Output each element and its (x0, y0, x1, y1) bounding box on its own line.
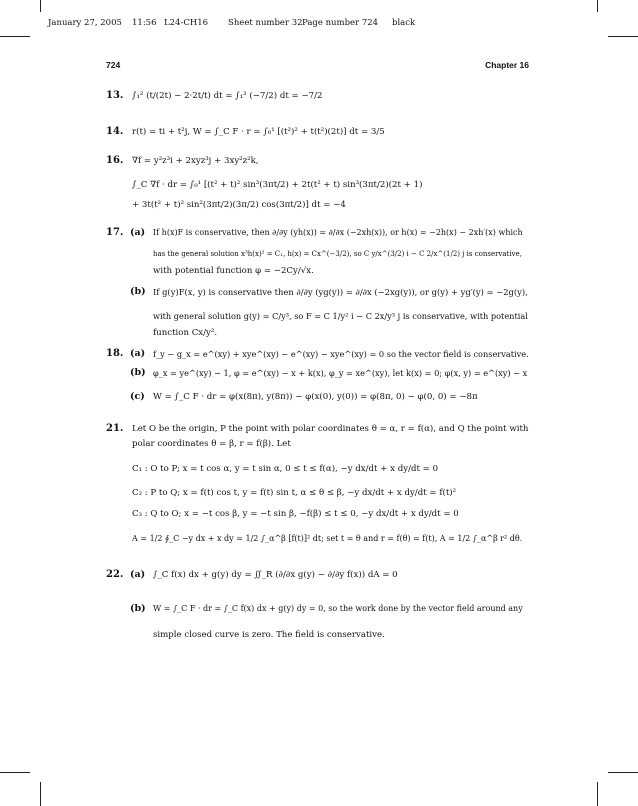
crop-mark (597, 782, 598, 806)
crop-mark (40, 0, 41, 12)
crop-mark (597, 0, 598, 12)
equation-line: φ_x = ye^(xy) − 1, φ = e^(xy) − x + k(x), φ_y = xe^(xy), let k(x) = 0; φ(x, y) = e^(xy) − x (153, 368, 528, 378)
equation-line: function Cx/y². (153, 328, 218, 338)
equation-line: C₃ : Q to O; x = −t cos β, y = −t sin β, −f(β) ≤ t ≤ 0, −y dx/dt + x dy/dt = 0 (132, 509, 459, 519)
equation-line: r(t) = ti + t²j, W = ∫_C F · r = ∫₀¹ [(t²)² + t(t²)(2t)] dt = 3/5 (132, 127, 385, 137)
equation-line: C₁ : O to P; x = t cos α, y = t sin α, 0 ≤ t ≤ f(α), −y dx/dt + x dy/dt = 0 (132, 464, 439, 474)
problem-number: 22. (106, 569, 124, 580)
equation-line: W = ∫_C F · dr = φ(x(8π), y(8π)) − φ(x(0), y(0)) = φ(8π, 0) − φ(0, 0) = −8π (153, 392, 478, 402)
equation-line: with potential function φ = −2Cy/√x. (153, 266, 314, 276)
text-line: polar coordinates θ = β, r = f(β). Let (132, 439, 291, 449)
header-page: Page number 724 (302, 18, 379, 28)
equation-line: If g(y)F(x, y) is conservative then ∂/∂y (yg(y)) = ∂/∂x (−2xg(y)), or g(y) + yg′(y) = −2g(y), (153, 287, 528, 297)
problem-number: 21. (106, 423, 124, 434)
problem-number: 18. (106, 348, 124, 359)
text-line: Let O be the origin, P the point with polar coordinates θ = α, r = f(α), and Q the point with (132, 424, 529, 434)
page-number: 724 (106, 60, 121, 70)
equation-line: ∫₁² (t/(2t) − 2·2t/t) dt = ∫₁² (−7/2) dt = −7/2 (132, 91, 323, 101)
equation-line: If h(x)F is conservative, then ∂/∂y (yh(x)) = ∂/∂x (−2xh(x)), or h(x) = −2h(x) − 2xh′(x) which (153, 228, 523, 237)
header-time: 11:56 (132, 18, 157, 28)
equation-line: with general solution g(y) = C/y³, so F = C 1/y² i − C 2x/y³ j is conservative, with potential (153, 311, 528, 321)
problem-number: 14. (106, 126, 124, 137)
crop-mark (608, 36, 638, 37)
equation-line: ∫_C f(x) dx + g(y) dy = ∬_R (∂/∂x g(y) − ∂/∂y f(x)) dA = 0 (153, 570, 398, 580)
equation-line: ∇f = y²z³i + 2xyz³j + 3xy²z²k, (132, 156, 259, 166)
equation-line: A = 1/2 ∮_C −y dx + x dy = 1/2 ∫_α^β [f(t)]² dt; set t = θ and r = f(θ) = f(t), A = 1/2 ∫_α^β r² dθ. (132, 534, 523, 543)
text-line: simple closed curve is zero. The field is conservative. (153, 630, 385, 640)
crop-mark (40, 782, 41, 806)
crop-mark (0, 36, 30, 37)
header-file: L24-CH16 (164, 18, 209, 28)
equation-line: W = ∫_C F · dr = ∫_C f(x) dx + g(y) dy = 0, so the work done by the vector field around any (153, 604, 523, 613)
equation-line: + 3t(t² + t)² sin²(3πt/2)(3π/2) cos(3πt/2)] dt = −4 (132, 200, 346, 210)
part-label: (a) (130, 348, 146, 359)
part-label: (a) (130, 227, 146, 238)
equation-line: f_y − g_x = e^(xy) + xye^(xy) − e^(xy) − xye^(xy) = 0 so the vector field is conservative. (153, 349, 529, 359)
part-label: (b) (130, 286, 146, 297)
equation-line: ∫_C ∇f · dr = ∫₀¹ [(t² + t)² sin³(3πt/2) + 2t(t² + t) sin³(3πt/2)(2t + 1) (132, 180, 423, 190)
problem-number: 17. (106, 227, 124, 238)
equation-line: C₂ : P to Q; x = f(t) cos t, y = f(t) sin t, α ≤ θ ≤ β, −y dx/dt + x dy/dt = f(t)² (132, 488, 457, 498)
crop-mark (0, 772, 30, 773)
part-label: (b) (130, 603, 146, 614)
header-date: January 27, 2005 (48, 18, 122, 28)
problem-number: 16. (106, 155, 124, 166)
header-color: black (392, 18, 416, 28)
part-label: (a) (130, 569, 146, 580)
header-sheet: Sheet number 32 (228, 18, 303, 28)
problem-number: 13. (106, 90, 124, 101)
crop-mark (608, 772, 638, 773)
part-label: (c) (130, 391, 145, 402)
part-label: (b) (130, 367, 146, 378)
chapter-title: Chapter 16 (485, 60, 529, 70)
equation-line: has the general solution x³h(x)² = C₁, h(x) = Cx^(−3/2), so C y/x^(3/2) i − C 2/x^(1/2) j is conservative, (153, 250, 522, 258)
